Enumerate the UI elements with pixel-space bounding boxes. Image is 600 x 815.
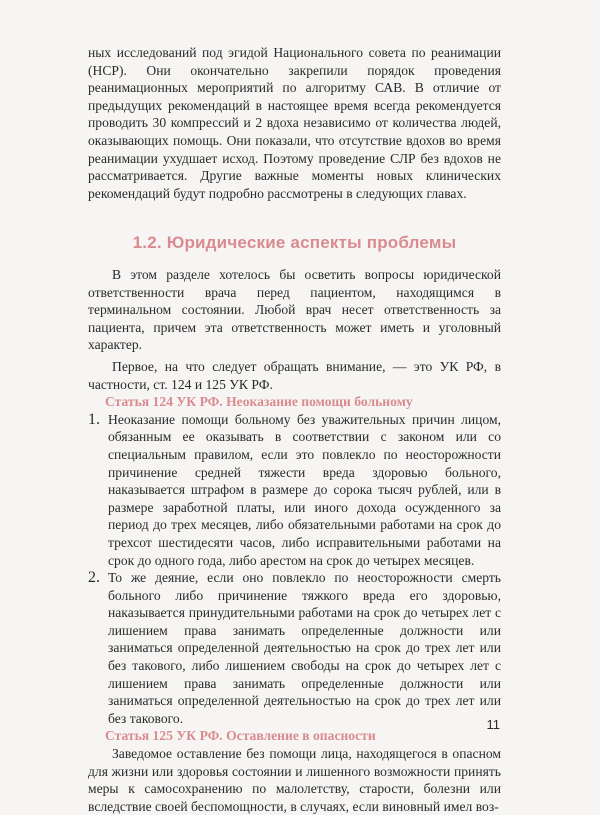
list-number: 1. [88, 410, 100, 428]
list-item-text: То же деяние, если оно повлекло по неосторожности смерть больного либо причинение тяжкого вреда его здоровью, наказывается принудительными работами на срок до четырех лет с лишением права занимать определенные должности или заниматься определенной деятельностью на срок до трех лет или без такового, либо лишением свободы на срок до четырех лет с лишением права занимать определенные должности или заниматься определенной деятельностью на срок до трех лет или без такового. [108, 570, 501, 726]
article-125-text: Заведомое оставление без помощи лица, находящегося в опасном для жизни или здоровья состоянии и лишенного возможности принять меры к самосохранению по малолетству, старости, болезни или вследствие своей беспомощности, в случаях, если виновный имел воз- [88, 746, 501, 814]
article-125-title: Статья 125 УК РФ. Оставление в опасности [105, 728, 376, 744]
list-number: 2. [88, 569, 100, 587]
article-124-item-2 [88, 569, 501, 727]
article-124-item-1 [88, 411, 501, 569]
section-paragraph-1: В этом разделе хотелось бы осветить вопросы юридической ответственности врача перед пациентом, находящимся в терминальном состоянии. Любой врач несет ответственность за пациента, причем эта ответственность может иметь и уголовный характер. [88, 267, 501, 353]
section-body [88, 266, 501, 815]
section-heading: 1.2. Юридические аспекты проблемы [132, 233, 457, 252]
page-number: 11 [486, 717, 500, 732]
intro-block [88, 44, 501, 202]
article-124-title: Статья 124 УК РФ. Неоказание помощи больному [105, 394, 413, 410]
section-paragraph-2: Первое, на что следует обращать внимание, — это УК РФ, в частности, ст. 124 и 125 УК РФ. [88, 358, 501, 392]
list-item-text: Неоказание помощи больному без уважительных причин лицом, обязанным ее оказывать в соответствии с законом или со специальным правилом, если это повлекло по неосторожности причинение средней тяжести вреда здоровью больного, наказывается штрафом в размере до сорока тысяч рублей, или в размере заработной платы, или иного дохода осужденного за период до трех месяцев, либо обязательными работами на срок до трехсот шестидесяти часов, либо исправительными работами на срок до одного года, либо арестом на срок до четырех месяцев. [108, 411, 501, 568]
intro-paragraph: ных исследований под эгидой Национального совета по реанимации (НСР). Они окончательно закрепили порядок проведения реанимационных мероприятий по алгоритму САВ. В отличие от предыдущих рекомендаций в настоящее время всегда рекомендуется проводить 30 компрессий и 2 вдоха независимо от количества людей, оказывающих помощь. Они показали, что отсутствие вдохов во время реанимации ухудшает исход. Поэтому проведение СЛР без вдохов не рассматривается. Другие важные моменты новых клинических рекомендаций будут подробно рассмотрены в следующих главах. [88, 45, 501, 201]
